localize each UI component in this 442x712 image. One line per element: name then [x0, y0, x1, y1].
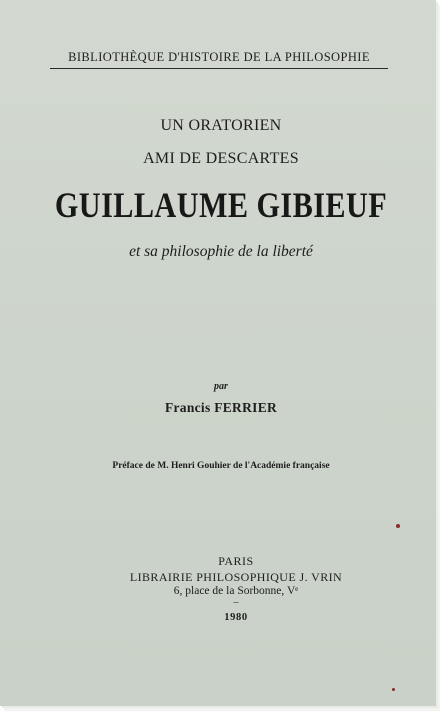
- publication-year: 1980: [224, 612, 248, 623]
- subtitle: et sa philosophie de la liberté: [129, 243, 313, 260]
- publisher-city: PARIS: [218, 554, 254, 568]
- main-title: GUILLAUME GIBIEUF: [54, 185, 388, 225]
- by-label: par: [214, 381, 228, 392]
- series-title: BIBLIOTHÈQUE D'HISTOIRE DE LA PHILOSOPHIE: [50, 50, 388, 69]
- title-line-2: AMI DE DESCARTES: [143, 150, 299, 167]
- paper-speck: [396, 524, 400, 528]
- title-line-1: UN ORATORIEN: [160, 117, 282, 134]
- author-name: Francis FERRIER: [164, 400, 278, 415]
- preface-credit: Préface de M. Henri Gouhier de l'Académie française: [112, 461, 330, 471]
- publisher-name: LIBRAIRIE PHILOSOPHIQUE J. VRIN: [129, 570, 343, 584]
- paper-speck: [392, 688, 395, 691]
- separator-dash: –: [233, 597, 239, 608]
- publisher-address: 6, place de la Sorbonne, Vᵉ: [173, 585, 299, 597]
